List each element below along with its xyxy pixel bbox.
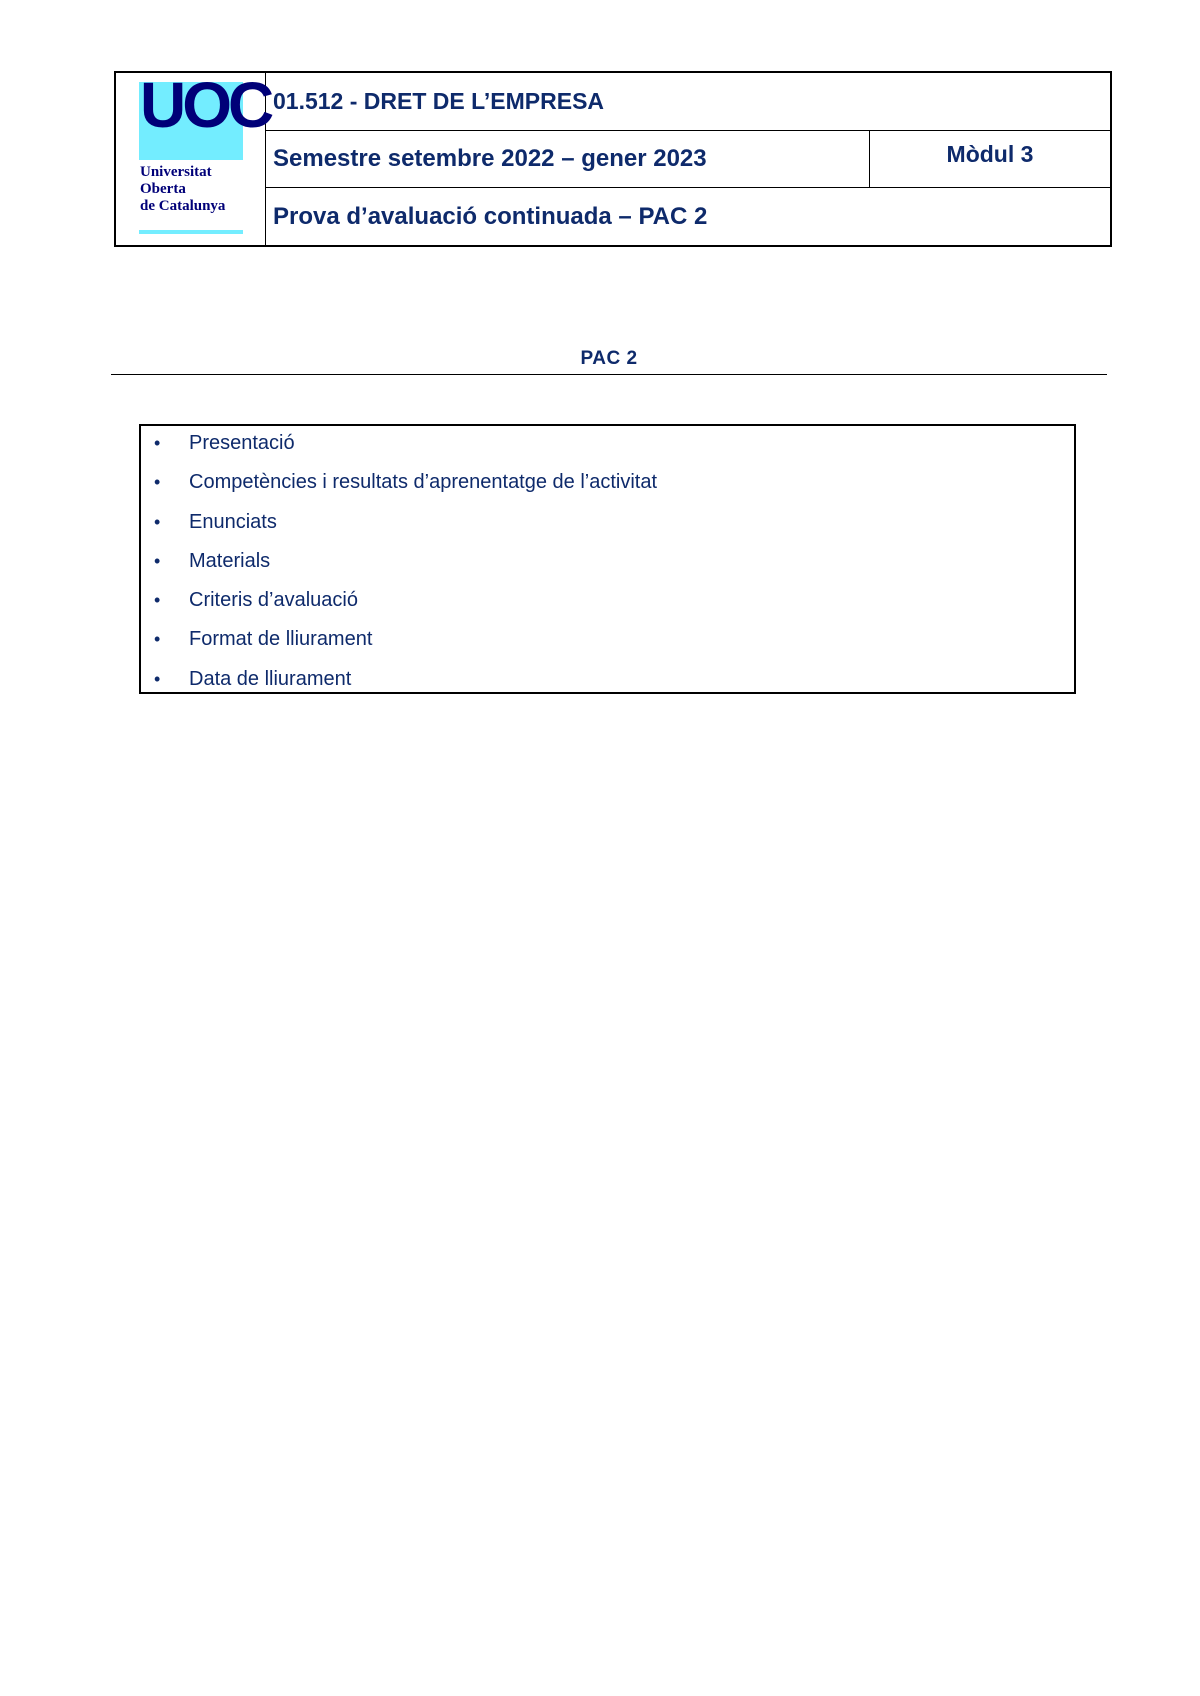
list-item-text: Data de lliurament: [189, 667, 352, 690]
module-label: Mòdul 3: [870, 131, 1110, 188]
logo-line-1: Universitat: [140, 164, 212, 180]
logo-line-3: de Catalunya: [140, 198, 226, 214]
section-divider: [111, 374, 1107, 375]
uoc-logo-wordmark: [140, 164, 225, 215]
list-item-text: Enunciats: [189, 510, 277, 533]
assessment-title: Prova d’avaluació continuada – PAC 2: [273, 202, 708, 230]
logo-line-2: Oberta: [140, 181, 186, 197]
section-title: PAC 2: [580, 348, 638, 369]
contents-box: [139, 424, 1076, 694]
bullet-icon: •: [154, 511, 161, 532]
list-item-text: Materials: [189, 549, 271, 572]
semester-label: Semestre setembre 2022 – gener 2023: [266, 131, 870, 188]
uoc-logo-square: [139, 69, 271, 160]
uoc-logo-underline: [139, 230, 243, 234]
logo-cell: [116, 69, 271, 245]
uoc-logo: [139, 69, 271, 234]
list-item-text: Format de lliurament: [189, 628, 373, 651]
bullet-icon: •: [154, 590, 161, 611]
bullet-icon: •: [154, 550, 161, 571]
uoc-logo-letters: UOC: [140, 69, 271, 141]
list-item-text: Criteris d’avaluació: [189, 589, 358, 612]
bullet-icon: •: [154, 472, 161, 493]
header-table: [114, 71, 1112, 247]
bullet-icon: •: [154, 433, 161, 453]
bullet-icon: •: [154, 668, 161, 689]
list-item-text: Presentació: [189, 432, 295, 454]
list-item-text: Competències i resultats d’aprenentatge de l’activitat: [189, 471, 658, 494]
bullet-icon: •: [154, 629, 161, 650]
course-title: 01.512 - DRET DE L’EMPRESA: [266, 73, 1110, 131]
